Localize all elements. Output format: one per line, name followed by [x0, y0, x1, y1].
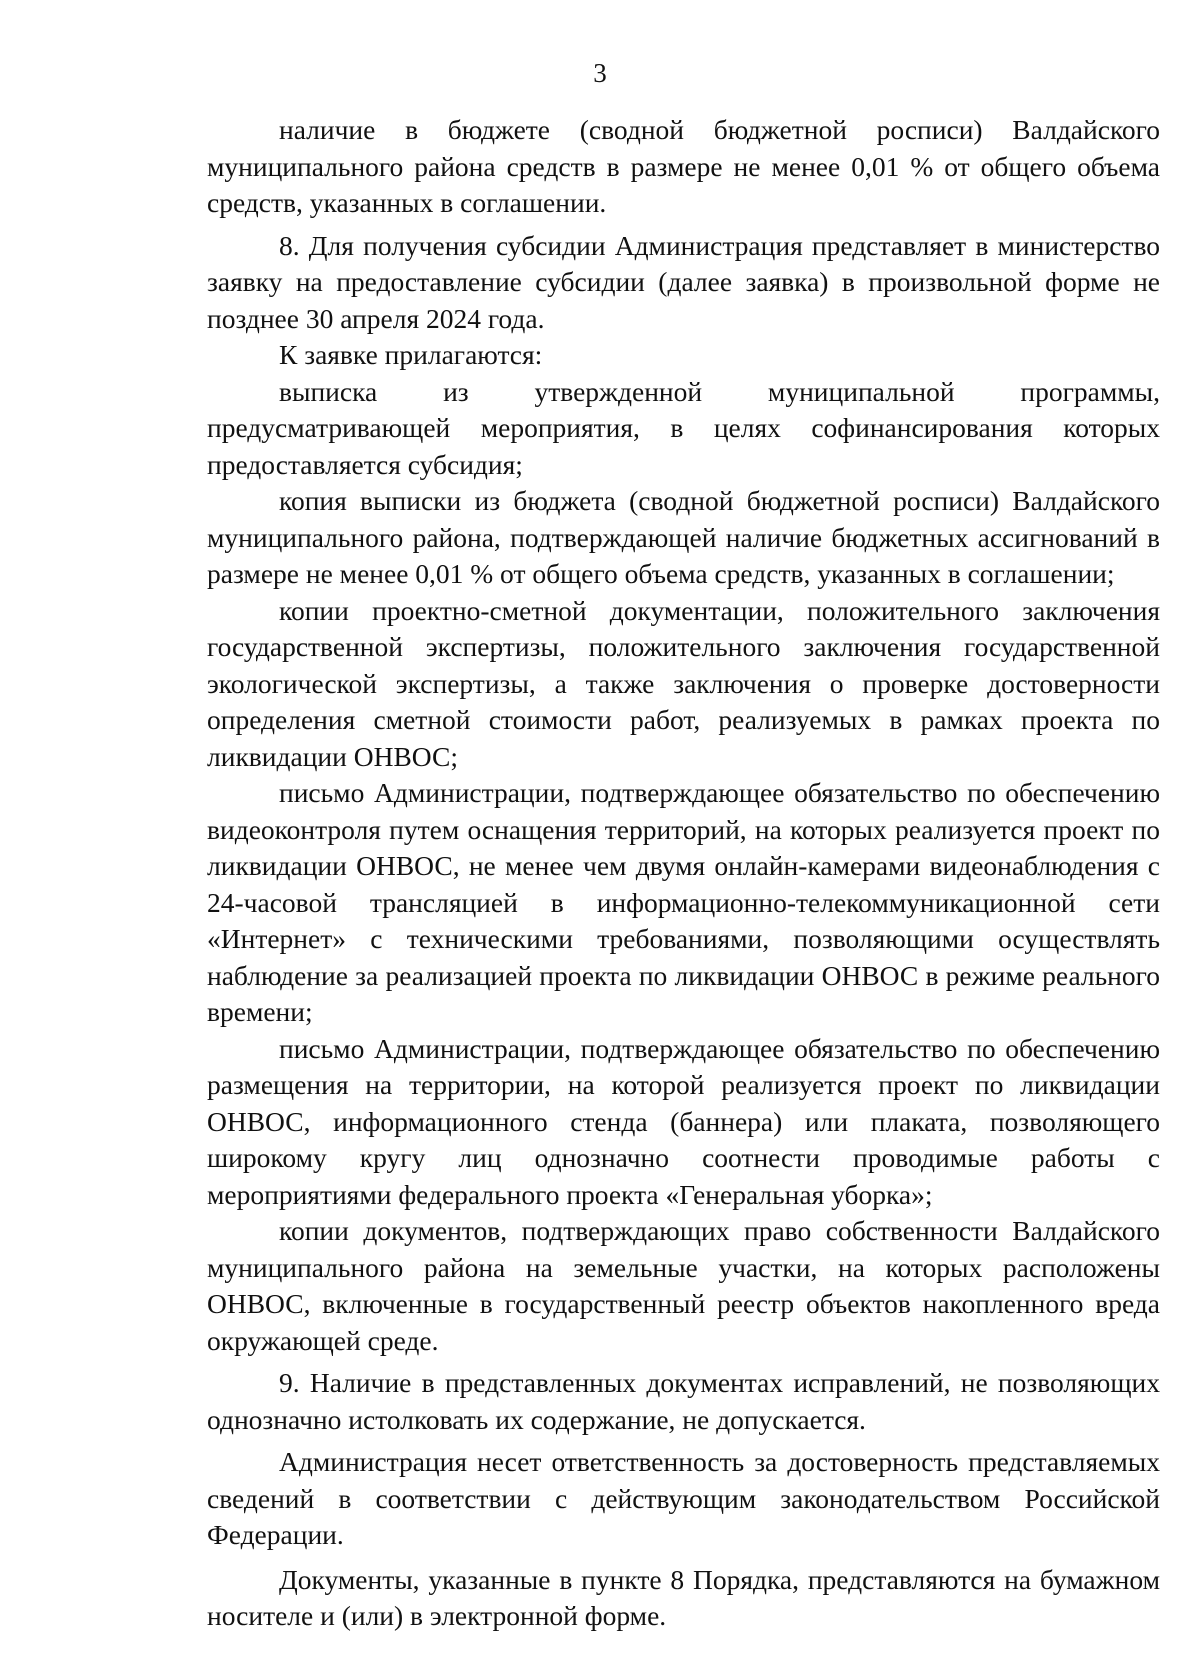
paragraph-budget-extract: копия выписки из бюджета (сводной бюджетной росписи) Валдайского муниципального района, подтверждающей наличие бюджетных ассигнований в размере не менее 0,01 % от общего объема средств, указанных в соглашении;: [207, 485, 1160, 589]
page-number: 3: [593, 58, 607, 88]
paragraph-item-8: 8. Для получения субсидии Администрация представляет в министерство заявку на предоставление субсидии (далее заявка) в произвольной форме не позднее 30 апреля 2024 года.: [207, 229, 1160, 334]
paragraph-budget-availability: наличие в бюджете (сводной бюджетной росписи) Валдайского муниципального района средств в размере не менее 0,01 % от общего объема средств, указанных в соглашении.: [207, 114, 1160, 218]
paragraph-responsibility: Администрация несет ответственность за достоверность представляемых сведений в соответствии с действующим законодательством Российской Федерации.: [207, 1446, 1160, 1550]
paragraph-attachments-intro: К заявке прилагаются:: [279, 339, 543, 370]
paragraph-item-9: 9. Наличие в представленных документах исправлений, не позволяющих однозначно истолковать их содержание, не допускается.: [207, 1367, 1160, 1435]
document-body: [207, 112, 1160, 1635]
paragraph-design-documentation: копии проектно-сметной документации, положительного заключения государственной экспертизы, положительного заключения государственной экологической экспертизы, а также заключения о проверке достоверности определения сметной стоимости работ, реализуемых в рамках проекта по ликвидации ОНВОС;: [207, 594, 1160, 772]
paragraph-ownership-documents: копии документов, подтверждающих право собственности Валдайского муниципального района на земельные участки, на которых расположены ОНВОС, включенные в государственный реестр объектов накопленного вреда окружающей среде.: [207, 1215, 1160, 1356]
paragraph-info-stand-letter: письмо Администрации, подтверждающее обязательство по обеспечению размещения на территории, на которой реализуется проект по ликвидации ОНВОС, информационного стенда (баннера) или плаката, позволяющего широкому кругу лиц однозначно соотнести проводимые работы с мероприятиями федерального проекта «Генеральная уборка»;: [207, 1032, 1160, 1210]
paragraph-program-extract: выписка из утвержденной муниципальной программы, предусматривающей мероприятия, в целях софинансирования которых предоставляется субсидия;: [207, 375, 1160, 480]
paragraph-video-control-letter: письмо Администрации, подтверждающее обязательство по обеспечению видеоконтроля путем оснащения территорий, на которых реализуется проект по ликвидации ОНВОС, не менее чем двумя онлайн-камерами видеонаблюдения с 24-часовой трансляцией в информационно-телекоммуникационной сети «Интернет» с техническими требованиями, позволяющими осуществлять наблюдение за реализацией проекта по ликвидации ОНВОС в режиме реального времени;: [207, 777, 1160, 1027]
paragraph-document-format: Документы, указанные в пункте 8 Порядка, представляются на бумажном носителе и (или) в электронной форме.: [207, 1563, 1160, 1631]
